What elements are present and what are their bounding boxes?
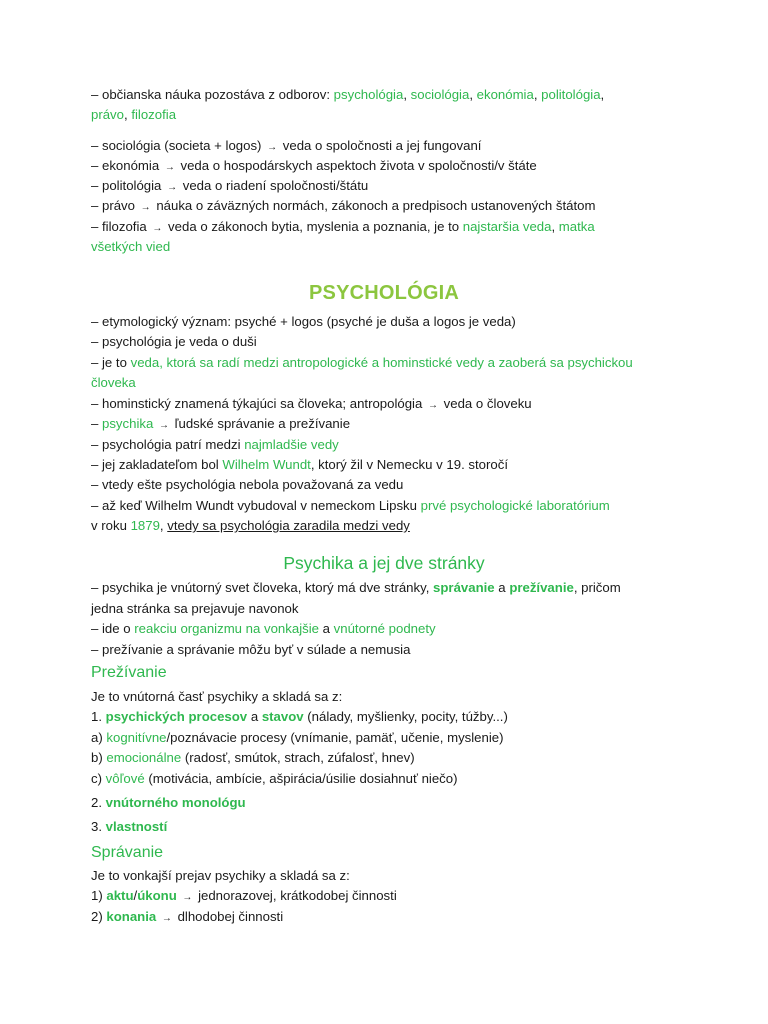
def-text: veda o hospodárskych aspektoch života v spoločnosti/v štáte — [176, 158, 537, 173]
section-title-psychika: Psychika a jej dve stránky — [283, 553, 485, 573]
highlight: vnútorné podnety — [333, 621, 436, 636]
def-filozofia — [91, 218, 595, 238]
text: , pričom — [573, 580, 621, 595]
psych-line-4 — [91, 395, 532, 415]
prez-line-5 — [91, 770, 458, 788]
text: /poznávacie procesy (vnímanie, pamäť, učenie, myslenie) — [166, 730, 504, 745]
arrow-icon: → — [164, 162, 175, 173]
text: – psychológia patrí medzi — [91, 437, 245, 452]
text: a — [494, 580, 510, 595]
psych-line-3 — [91, 354, 633, 372]
field-sociologia: sociológia — [410, 87, 470, 102]
intro-text: – občianska náuka pozostáva z odborov: — [91, 87, 334, 102]
prez-line-3 — [91, 729, 504, 747]
field-psychologia: psychológia — [333, 87, 404, 102]
highlight: aktu — [106, 888, 134, 903]
arrow-icon: → — [140, 202, 151, 213]
highlight: reakciu organizmu na vonkajšie — [134, 621, 319, 636]
text: 1) — [91, 888, 107, 903]
sep: , — [159, 518, 168, 533]
highlight: stavov — [261, 709, 304, 724]
arrow-icon: → — [152, 223, 163, 234]
text: dlhodobej činnosti — [173, 909, 284, 924]
def-term: – sociológia (societa + logos) — [91, 138, 266, 153]
text: 3. — [91, 819, 106, 834]
text: (nálady, myšlienky, pocity, túžby...) — [303, 709, 508, 724]
section-title-psychologia: PSYCHOLÓGIA — [309, 282, 459, 304]
prez-line-7 — [91, 818, 167, 836]
sep: , — [600, 87, 605, 102]
highlight: veda, ktorá sa radí medzi antropologické a hominstické vedy a zaoberá sa psychickou — [130, 355, 633, 370]
sep: , — [403, 87, 411, 102]
text: a — [247, 709, 262, 724]
arrow-icon: → — [167, 182, 178, 193]
highlight: vnútorného monológu — [105, 795, 246, 810]
psych-line-10 — [91, 517, 410, 535]
psychika-line-3 — [91, 620, 436, 638]
intro-line-2 — [91, 106, 176, 124]
highlight: psychika — [102, 416, 154, 431]
sprav-line-2 — [91, 887, 397, 907]
text: veda o človeku — [440, 396, 532, 411]
def-term: – filozofia — [91, 219, 151, 234]
sep: , — [533, 87, 542, 102]
text: 2) — [91, 909, 107, 924]
highlight: vlastností — [105, 819, 168, 834]
def-filozofia-cont: všetkých vied — [91, 239, 171, 254]
def-term: – ekonómia — [91, 158, 163, 173]
text: – — [91, 416, 102, 431]
arrow-icon: → — [267, 142, 278, 153]
text: a) — [91, 730, 107, 745]
field-politologia: politológia — [541, 87, 601, 102]
psych-line-9 — [91, 497, 610, 515]
highlight: najstaršia veda — [462, 219, 552, 234]
text: 1. — [91, 709, 106, 724]
highlight: emocionálne — [106, 750, 182, 765]
highlight: kognitívne — [106, 730, 167, 745]
highlight: správanie — [433, 580, 495, 595]
text: a — [319, 621, 334, 636]
text: – hominstický znamená týkajúci sa človeka; antropológia — [91, 396, 426, 411]
highlight: úkonu — [137, 888, 177, 903]
text: – až keď Wilhelm Wundt vybudoval v nemeckom Lipsku — [91, 498, 421, 513]
arrow-icon: → — [161, 913, 172, 924]
underlined-text: vtedy sa psychológia zaradila medzi vedy — [167, 518, 410, 533]
psychika-line-4: – prežívanie a správanie môžu byť v súlade a nemusia — [91, 642, 411, 657]
text: jednorazovej, krátkodobej činnosti — [194, 888, 397, 903]
def-ekonomia — [91, 157, 537, 177]
psychika-line-1 — [91, 579, 621, 597]
text: b) — [91, 750, 107, 765]
highlight: matka — [558, 219, 595, 234]
def-term: – právo — [91, 198, 139, 213]
def-term: – politológia — [91, 178, 166, 193]
text: – ide o — [91, 621, 135, 636]
def-pravo — [91, 197, 595, 217]
text: – jej zakladateľom bol — [91, 457, 223, 472]
sprav-line-3 — [91, 908, 283, 928]
field-pravo: právo — [91, 107, 124, 122]
highlight: prežívanie — [509, 580, 574, 595]
prez-line-6 — [91, 794, 246, 812]
highlight-year: 1879 — [130, 518, 160, 533]
psych-line-8: – vtedy ešte psychológia nebola považovaná za vedu — [91, 477, 404, 492]
text: ľudské správanie a prežívanie — [170, 416, 351, 431]
text: , ktorý žil v Nemecku v 19. storočí — [310, 457, 508, 472]
psych-line-7 — [91, 456, 508, 474]
arrow-icon: → — [428, 400, 438, 411]
prez-line-2 — [91, 708, 508, 726]
highlight: vôľové — [105, 771, 145, 786]
text: 2. — [91, 795, 106, 810]
text: v roku — [91, 518, 131, 533]
field-ekonomia: ekonómia — [476, 87, 534, 102]
sep: , — [551, 219, 559, 234]
highlight: Wilhelm Wundt — [222, 457, 311, 472]
psych-line-3-cont: človeka — [91, 375, 136, 390]
def-text: veda o zákonoch bytia, myslenia a poznania, je to — [164, 219, 463, 234]
prez-line-4 — [91, 749, 415, 767]
sprav-line-1: Je to vonkajší prejav psychiky a skladá sa z: — [91, 868, 350, 883]
subsection-title-spravanie: Správanie — [91, 844, 164, 861]
sep: / — [133, 888, 138, 903]
highlight: psychických procesov — [105, 709, 248, 724]
def-text: náuka o záväzných normách, zákonoch a predpisoch ustanovených štátom — [152, 198, 596, 213]
highlight: najmladšie vedy — [244, 437, 339, 452]
psych-line-5 — [91, 415, 350, 435]
highlight: konania — [106, 909, 157, 924]
def-sociologia — [91, 137, 481, 157]
text: (motivácia, ambície, ašpirácia/úsilie dosiahnuť niečo) — [144, 771, 458, 786]
highlight: prvé psychologické laboratórium — [420, 498, 610, 513]
text: c) — [91, 771, 106, 786]
sep: , — [469, 87, 477, 102]
psych-line-6 — [91, 436, 339, 454]
field-filozofia: filozofia — [131, 107, 177, 122]
psychika-line-2: jedna stránka sa prejavuje navonok — [91, 601, 299, 616]
prez-line-1: Je to vnútorná časť psychiky a skladá sa z: — [91, 689, 343, 704]
subsection-title-prezivanie: Prežívanie — [91, 664, 167, 681]
text: (radosť, smútok, strach, zúfalosť, hnev) — [181, 750, 415, 765]
psych-line-1: – etymologický význam: psyché + logos (psyché je duša a logos je veda) — [91, 314, 516, 329]
arrow-icon: → — [182, 892, 193, 903]
arrow-icon: → — [158, 420, 169, 431]
def-politologia — [91, 177, 368, 197]
sep: , — [124, 107, 132, 122]
def-text: veda o riadení spoločnosti/štátu — [179, 178, 369, 193]
psych-line-2: – psychológia je veda o duši — [91, 334, 257, 349]
text: – je to — [91, 355, 131, 370]
def-text: veda o spoločnosti a jej fungovaní — [279, 138, 482, 153]
intro-line-1 — [91, 86, 604, 104]
text: – psychika je vnútorný svet človeka, ktorý má dve stránky, — [91, 580, 434, 595]
